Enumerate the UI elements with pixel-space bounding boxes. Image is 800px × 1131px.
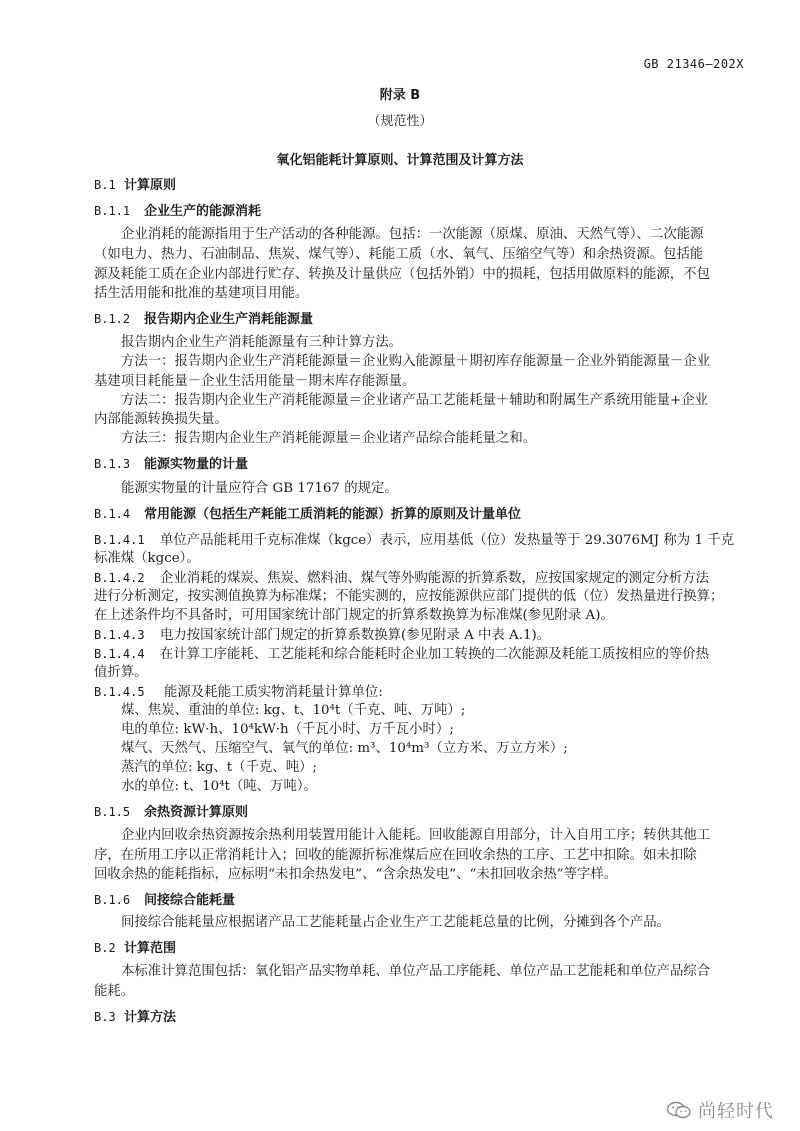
body-text-line: 在上述条件均不具备时，可用国家统计部门规定的折算系数换算为标准煤(参见附录 A)。 xyxy=(94,608,614,623)
clause-number: B.1.4.5 xyxy=(94,685,145,699)
section-number: B.1.1 xyxy=(94,204,131,218)
section-title: 计算方法 xyxy=(124,1010,177,1025)
body-text-line: 能源实物量的计量应符合 GB 17167 的规定。 xyxy=(121,481,398,496)
section-number: B.1.3 xyxy=(94,457,131,471)
body-text-line: 方法二：报告期内企业生产消耗能源量＝企业诸产品工艺能耗量＋辅助和附属生产系统用能量+企业 xyxy=(121,393,709,408)
annex-nature: （规范性） xyxy=(367,114,433,129)
standard-number: GB 21346—202X xyxy=(643,57,744,71)
section-number: B.1.4 xyxy=(94,507,131,521)
clause-line xyxy=(94,531,734,550)
clause-line xyxy=(94,626,550,645)
clause-text: 单位产品能耗用千克标准煤（kgce）表示，应用基低（位）发热量等于 29.3076MJ 称为 1 千克 xyxy=(160,533,734,548)
body-text-line: 能耗。 xyxy=(94,984,135,999)
section-number: B.1.5 xyxy=(94,805,131,819)
annex-title: 附录 B xyxy=(379,88,421,103)
section-heading xyxy=(94,939,176,958)
watermark-text: 尚轻时代 xyxy=(698,1101,774,1122)
body-text-line: 报告期内企业生产消耗能源量有三种计算方法。 xyxy=(121,335,403,350)
clause-line xyxy=(94,569,709,588)
section-title: 常用能源（包括生产耗能工质消耗的能源）折算的原则及计量单位 xyxy=(144,507,522,522)
body-text-line: 括生活用能和批准的基建项目用能。 xyxy=(94,286,309,301)
section-heading xyxy=(94,803,248,822)
body-text-line: 企业消耗的能源指用于生产活动的各种能源。包括：一次能源（原煤、原油、天然气等）、二次能源 xyxy=(121,227,704,242)
body-text-line: 回收余热的能耗指标，应标明“未扣余热发电”、“含余热发电”、“未扣回收余热”等字样。 xyxy=(94,867,618,882)
section-heading xyxy=(94,505,521,524)
section-heading xyxy=(94,310,313,329)
body-text-line: 本标准计算范围包括：氧化铝产品实物单耗、单位产品工序能耗、单位产品工艺能耗和单位产品综合 xyxy=(121,964,711,979)
section-heading xyxy=(94,1008,176,1027)
body-text-line: 内部能源转换损失量。 xyxy=(94,412,228,427)
body-text-line: 进行分析测定，按实测值换算为标准煤；不能实测的，应按能源供应部门提供的低（位）发热量进行换算； xyxy=(94,589,724,604)
body-text-line: 间接综合能耗量应根据诸产品工艺能耗量占企业生产工艺能耗总量的比例，分摊到各个产品。 xyxy=(121,915,671,930)
section-title: 能源实物量的计量 xyxy=(144,457,249,472)
body-text-line: 水的单位: t、10⁴t（吨、万吨）。 xyxy=(121,779,317,794)
section-title: 计算范围 xyxy=(124,941,177,956)
clause-text: 能源及耗能工质实物消耗量计算单位: xyxy=(164,685,383,700)
body-text-line: 源及耗能工质在企业内部进行贮存、转换及计量供应（包括外销）中的损耗，包括用做原料的能源，不包 xyxy=(94,267,710,282)
clause-number: B.1.4.1 xyxy=(94,533,145,547)
body-text-line: 企业内回收余热资源按余热利用装置用能计入能耗。回收能源自用部分，计入自用工序；转供其他工 xyxy=(121,828,711,843)
body-text-line: 蒸汽的单位: kg、t（千克、吨）; xyxy=(121,760,318,775)
body-text-line: 方法三：报告期内企业生产消耗能源量＝企业诸产品综合能耗量之和。 xyxy=(121,431,537,446)
body-text-line: 标准煤（kgce）。 xyxy=(94,551,200,566)
section-title: 余热资源计算原则 xyxy=(144,805,249,820)
section-heading xyxy=(94,455,248,474)
body-text-line: 基建项目耗能量－企业生活用能量－期末库存能源量。 xyxy=(94,374,416,389)
body-text-line: 方法一：报告期内企业生产消耗能源量＝企业购入能源量＋期初库存能源量－企业外销能源量－企业 xyxy=(121,354,711,369)
section-title: 企业生产的能源消耗 xyxy=(144,204,262,219)
section-title: 报告期内企业生产消耗能源量 xyxy=(144,312,314,327)
annex-heading: 氧化铝能耗计算原则、计算范围及计算方法 xyxy=(276,153,524,168)
clause-number: B.1.4.3 xyxy=(94,628,145,642)
section-number: B.1.6 xyxy=(94,893,131,907)
clause-number: B.1.4.4 xyxy=(94,647,145,661)
section-heading xyxy=(94,176,176,195)
body-text-line: 值折算。 xyxy=(94,665,148,680)
body-text-line: 煤气、天然气、压缩空气、氧气的单位: m³、10⁴m³（立方米、万立方米）; xyxy=(121,741,568,756)
section-title: 计算原则 xyxy=(124,178,177,193)
section-title: 间接综合能耗量 xyxy=(144,893,236,908)
clause-line xyxy=(94,645,709,664)
wechat-icon xyxy=(666,1101,692,1119)
clause-text: 电力按国家统计部门规定的折算系数换算(参见附录 A 中表 A.1)。 xyxy=(160,628,551,643)
clause-number: B.1.4.2 xyxy=(94,571,145,585)
section-number: B.1 xyxy=(94,178,116,192)
body-text-line: 序，在所用工序以正常消耗计入；回收的能源折标准煤后应在回收余热的工序、工艺中扣除。如未扣除 xyxy=(94,848,697,863)
section-number: B.3 xyxy=(94,1010,116,1024)
section-heading xyxy=(94,891,235,910)
section-number: B.1.2 xyxy=(94,312,131,326)
body-text-line: 电的单位: kW·h、10⁴kW·h（千瓦小时、万千瓦小时）; xyxy=(121,722,454,737)
section-number: B.2 xyxy=(94,941,116,955)
clause-text: 在计算工序能耗、工艺能耗和综合能耗时企业加工转换的二次能源及耗能工质按相应的等价热 xyxy=(160,647,710,662)
clause-line xyxy=(94,683,383,702)
section-heading xyxy=(94,202,261,221)
clause-text: 企业消耗的煤炭、焦炭、燃料油、煤气等外购能源的折算系数，应按国家规定的测定分析方法 xyxy=(160,571,710,586)
body-text-line: （如电力、热力、石油制品、焦炭、煤气等）、耗能工质（水、氧气、压缩空气等）和余热资源。包括能 xyxy=(94,247,704,262)
watermark xyxy=(666,1097,774,1123)
body-text-line: 煤、焦炭、重油的单位: kg、t、10⁴t（千克、吨、万吨）; xyxy=(121,703,466,718)
